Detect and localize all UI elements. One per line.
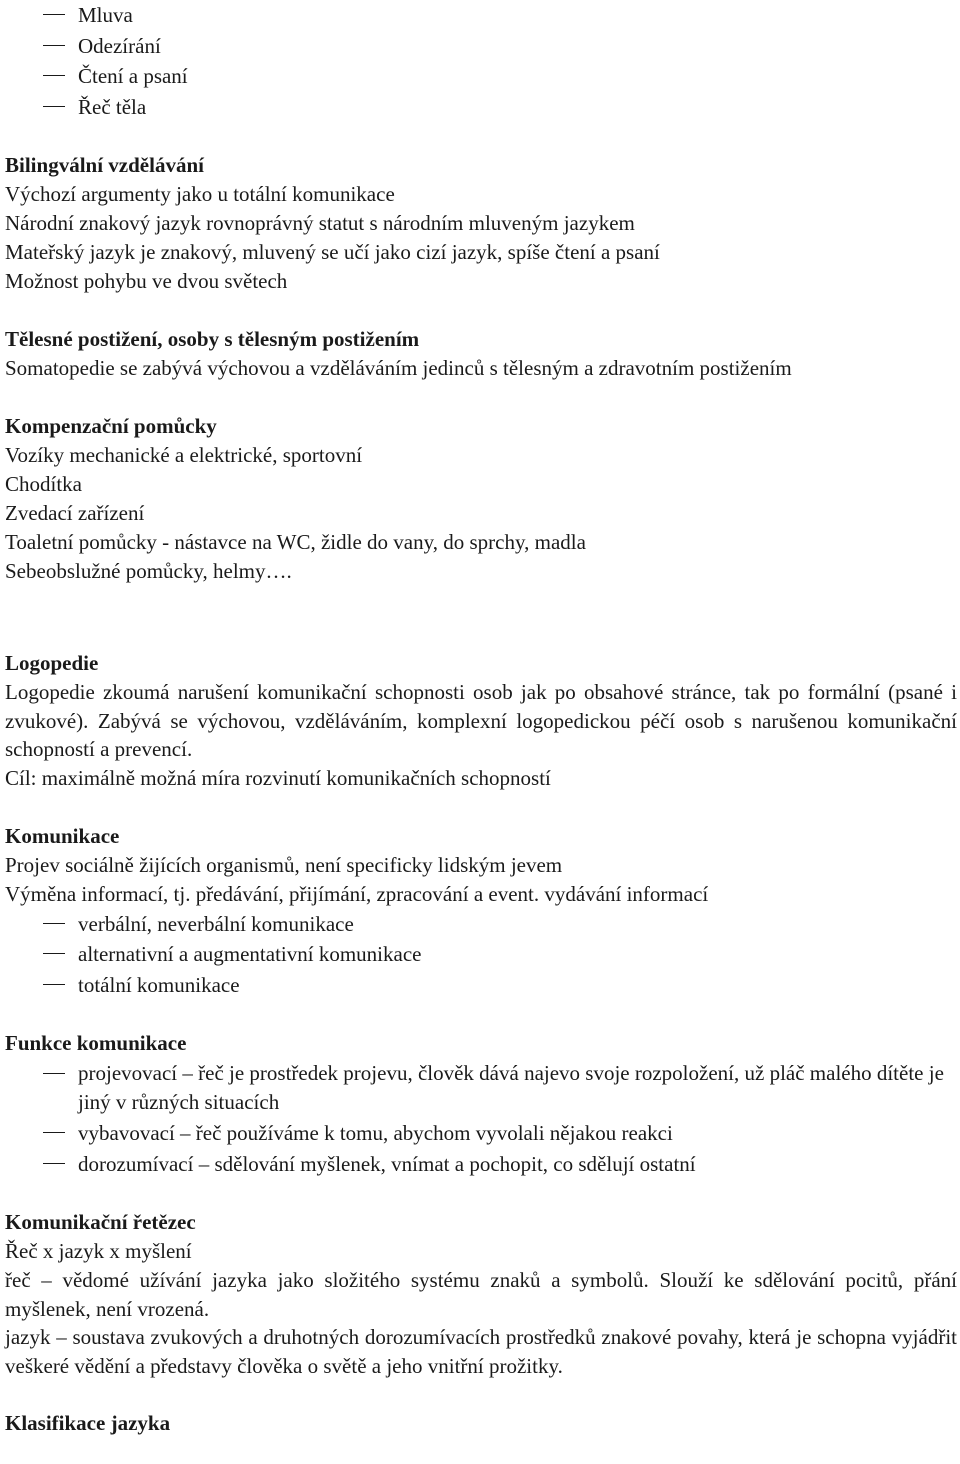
- paragraph: řeč – vědomé užívání jazyka jako složitého systému znaků a symbolů. Slouží ke sdělování pocitů, přání myšlenek, není vrozená.: [5, 1268, 957, 1321]
- list-item-text: verbální, neverbální komunikace: [78, 911, 354, 936]
- text-line: Toaletní pomůcky - nástavce na WC, židle do vany, do sprchy, madla: [5, 530, 586, 554]
- dash-bullet-icon: [43, 1132, 65, 1133]
- section-heading: Bilingvální vzdělávání: [5, 153, 204, 177]
- dash-bullet-icon: [43, 45, 65, 46]
- spacer: [5, 383, 957, 412]
- text-line: Cíl: maximálně možná míra rozvinutí komunikačních schopností: [5, 765, 551, 790]
- text-line: Výchozí argumenty jako u totální komunikace: [5, 182, 395, 206]
- list-item: [5, 31, 957, 62]
- list-item: [5, 0, 957, 31]
- section-komunikacni-retezec: [5, 1208, 957, 1380]
- list-item-text: dorozumívací – sdělování myšlenek, vnímat a pochopit, co sdělují ostatní: [78, 1151, 696, 1176]
- section-heading: Klasifikace jazyka: [5, 1411, 171, 1435]
- text-line: Výměna informací, tj. předávání, přijímání, zpracování a event. vydávání informací: [5, 881, 709, 906]
- list-item: [5, 1149, 957, 1180]
- list-item-text: Mluva: [78, 3, 133, 27]
- text-line: Mateřský jazyk je znakový, mluvený se učí jako cizí jazyk, spíše čtení a psaní: [5, 240, 660, 264]
- section-heading: Tělesné postižení, osoby s tělesným postižením: [5, 327, 420, 351]
- list-item: [5, 1118, 957, 1149]
- list-item-text: totální komunikace: [78, 972, 240, 997]
- text-line: Sebeobslužné pomůcky, helmy….: [5, 559, 292, 583]
- text-line: Projev sociálně žijících organismů, není specificky lidským jevem: [5, 852, 563, 877]
- paragraph: jazyk – soustava zvukových a druhotných dorozumívacích prostředků znakové povahy, která je schopna vyjádřit veškeré vědění a představy člověka o světě a jeho vnitřní prožitky.: [5, 1325, 957, 1378]
- section-heading: Funkce komunikace: [5, 1031, 187, 1055]
- list-item-text: Řeč těla: [78, 94, 147, 119]
- spacer: [5, 1380, 957, 1409]
- list-item-text: Odezírání: [78, 33, 161, 58]
- dash-bullet-icon: [43, 14, 65, 15]
- section-funkce-komunikace: [5, 1029, 957, 1179]
- dash-bullet-icon: [43, 953, 65, 954]
- spacer: [5, 122, 957, 151]
- list-item: [5, 970, 957, 1001]
- spacer: [5, 586, 957, 649]
- section-physical-disability: [5, 325, 957, 383]
- spacer: [5, 1179, 957, 1208]
- dash-bullet-icon: [43, 1073, 65, 1074]
- text-line: Národní znakový jazyk rovnoprávný statut s národním mluveným jazykem: [5, 211, 635, 235]
- dash-bullet-icon: [43, 923, 65, 924]
- document-page: [5, 0, 957, 1438]
- section-bilingual: [5, 151, 957, 296]
- list-item-text: alternativní a augmentativní komunikace: [78, 942, 422, 966]
- section-compensation-aids: [5, 412, 957, 586]
- section-klasifikace-jazyka: [5, 1409, 957, 1438]
- paragraph: Logopedie zkoumá narušení komunikační schopnosti osob jak po obsahové stránce, tak po formální (psané i zvukové). Zabývá se výchovou, vzděláváním, komplexní logopedickou péčí osob s narušenou komunikační schopností a prevencí.: [5, 680, 957, 761]
- text-line: Chodítka: [5, 472, 82, 496]
- section-komunikace: [5, 822, 957, 1001]
- dash-bullet-icon: [43, 106, 65, 107]
- text-line: Vozíky mechanické a elektrické, sportovní: [5, 443, 363, 467]
- text-line: Možnost pohybu ve dvou světech: [5, 269, 288, 293]
- list-item: [5, 1058, 957, 1118]
- dash-bullet-icon: [43, 75, 65, 76]
- spacer: [5, 1000, 957, 1029]
- spacer: [5, 296, 957, 325]
- section-heading: Logopedie: [5, 651, 99, 675]
- section-heading: Komunikační řetězec: [5, 1210, 196, 1234]
- section-logopedie: [5, 649, 957, 793]
- text-line: Somatopedie se zabývá výchovou a vzděláváním jedinců s tělesným a zdravotním postižením: [5, 356, 792, 380]
- dash-bullet-icon: [43, 1163, 65, 1164]
- list-item-text: vybavovací – řeč používáme k tomu, abychom vyvolali nějakou reakci: [78, 1121, 673, 1145]
- dash-bullet-icon: [43, 984, 65, 985]
- list-item-text: Čtení a psaní: [78, 64, 188, 88]
- list-item: [5, 909, 957, 940]
- list-item: [5, 61, 957, 92]
- spacer: [5, 793, 957, 822]
- list-item-text: projevovací – řeč je prostředek projevu, člověk dává najevo svoje rozpoložení, už pláč malého dítěte je jiný v různých situacích: [78, 1061, 944, 1114]
- section-heading: Kompenzační pomůcky: [5, 414, 217, 438]
- list-item: [5, 92, 957, 123]
- section-heading: Komunikace: [5, 823, 120, 848]
- text-line: Zvedací zařízení: [5, 501, 145, 525]
- text-line: Řeč x jazyk x myšlení: [5, 1239, 192, 1263]
- list-item: [5, 939, 957, 970]
- top-dash-list: [5, 0, 957, 122]
